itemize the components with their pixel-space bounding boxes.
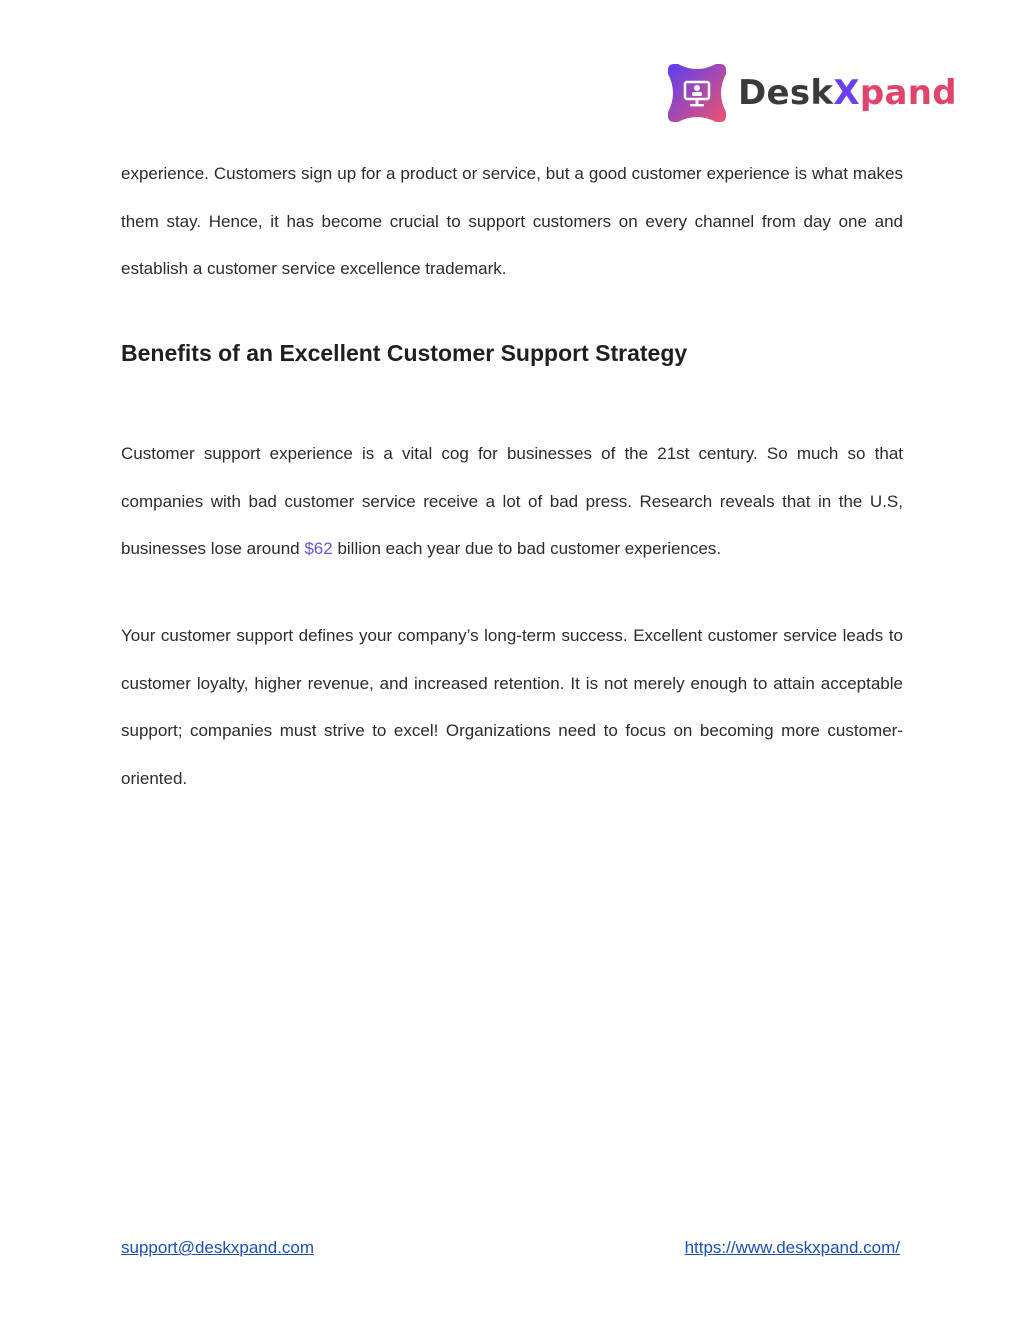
success-paragraph: Your customer support defines your company’s long-term success. Excellent customer service leads to customer loyalty, higher revenue, and increased retention. It is not merely enough to attain acceptable support; companies must strive to excel! Organizations need to focus on becoming more customer-oriented. — [121, 626, 903, 788]
website-link[interactable]: https://www.deskxpand.com/ — [684, 1238, 900, 1257]
section-heading: Benefits of an Excellent Customer Support Strategy — [121, 340, 688, 366]
intro-paragraph: experience. Customers sign up for a product or service, but a good customer experience is what makes them stay. Hence, it has become crucial to support customers on every channel from day one and establish a customer service excellence trademark. — [121, 164, 903, 278]
cost-paragraph-text-start: Customer support experience is a vital cog for businesses of the 21st century. So much so that companies with bad customer service receive a lot of bad press. Research reveals that in the U.S, businesses lose around — [121, 444, 903, 558]
deskxpand-logo-icon — [664, 60, 730, 126]
brand-name-pand: pand — [859, 73, 957, 113]
brand-name-x: X — [833, 73, 860, 113]
cost-highlight: $62 — [304, 539, 333, 558]
support-email-link[interactable]: support@deskxpand.com — [121, 1238, 315, 1257]
cost-paragraph-text-end: billion each year due to bad customer experiences. — [332, 539, 722, 558]
brand-wordmark — [738, 73, 957, 113]
cost-paragraph — [121, 430, 903, 573]
brand-logo — [664, 60, 957, 126]
brand-name-desk: Desk — [738, 73, 834, 113]
